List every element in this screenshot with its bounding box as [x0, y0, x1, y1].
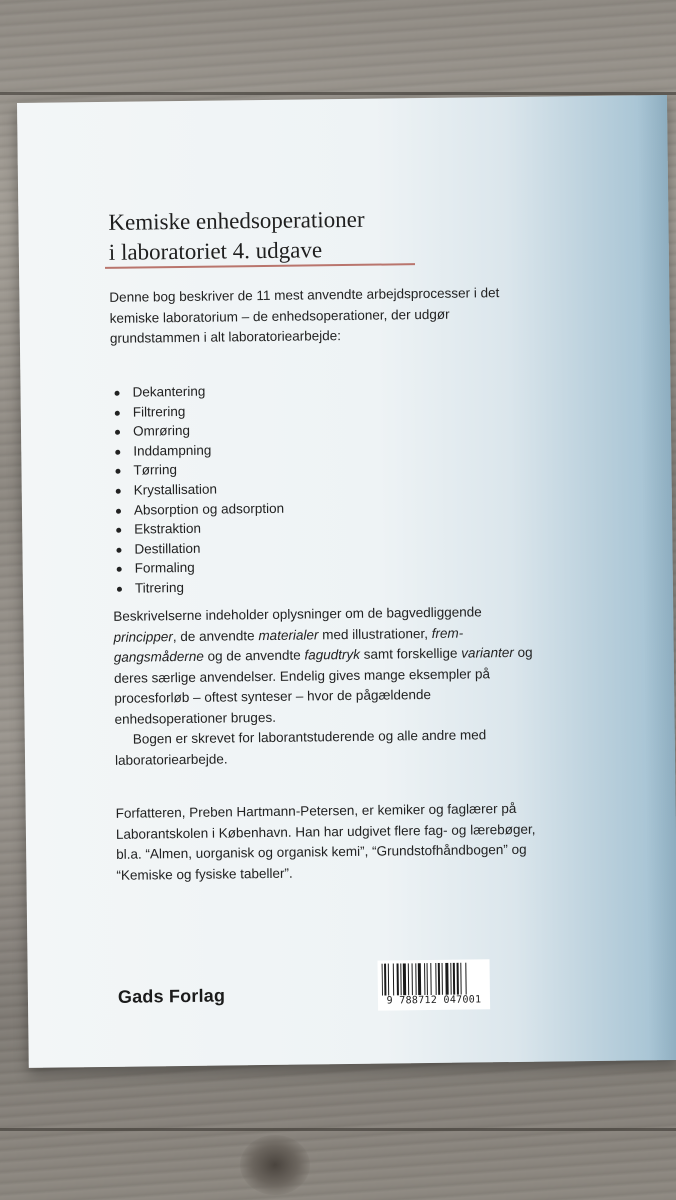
list-item: Titrering — [115, 577, 285, 599]
desc-text: Beskrivelserne indeholder oplysninger om de bagvedliggende — [113, 604, 482, 624]
barcode-bar — [415, 963, 416, 995]
desc-text: , de anvendte — [172, 627, 259, 644]
barcode-bar — [384, 964, 386, 996]
list-item: Absorption og adsorption — [114, 498, 284, 520]
barcode-bar — [382, 964, 383, 996]
barcode-bar — [445, 963, 448, 995]
publisher-logo: Gads Forlag — [117, 985, 226, 1007]
list-item: Omrøring — [113, 420, 283, 442]
desc-text: med illustrationer, — [318, 625, 432, 642]
isbn-barcode — [378, 959, 491, 1010]
list-item: Ekstraktion — [114, 518, 284, 540]
wood-knot — [240, 1135, 310, 1195]
barcode-bars — [382, 962, 486, 995]
audience-paragraph: Bogen er skrevet for laborantstuderende og alle andre med laboratoriearbejde. — [114, 727, 487, 768]
barcode-bar — [408, 963, 409, 995]
barcode-bar — [438, 963, 440, 995]
desc-emphasis: fremgangsmåderne — [113, 625, 464, 665]
desc-text: og deres særlige anvendelser. Endelig gives mange eksempler på procesforløb – oftest synteser – hvor de pågældende enhedsoperationer bruges. — [113, 644, 533, 727]
barcode-bar — [424, 963, 425, 995]
list-item: Filtrering — [113, 400, 283, 422]
desc-emphasis: principper — [113, 628, 173, 645]
barcode-bar — [393, 963, 394, 995]
book-title — [108, 205, 365, 268]
desc-emphasis: fagudtryk — [304, 646, 361, 663]
list-item: Krystallisation — [114, 479, 284, 501]
list-item: Destillation — [114, 538, 284, 560]
desc-text: og de anvendte — [203, 647, 305, 664]
list-item: Inddampning — [113, 440, 283, 462]
barcode-bar — [460, 963, 461, 995]
plank-seam — [0, 92, 676, 95]
barcode-bar — [427, 963, 428, 995]
barcode-bar — [397, 963, 399, 995]
barcode-bar — [465, 963, 466, 995]
barcode-bar — [412, 963, 413, 995]
list-item: Formaling — [115, 557, 285, 579]
author-paragraph: Forfatteren, Preben Hartmann-Petersen, er kemiker og faglærer på Laborantskolen i København. Han har udgivet flere fag- og lærebøger, bl.a. “Almen, uorganisk og organisk kemi”, “Grundstofhåndbogen” og “Kemiske og fysiske tabeller”. — [115, 800, 536, 883]
title-line-2: i laboratoriet 4. udgave — [108, 237, 323, 265]
title-line-1: Kemiske enhedsoperationer — [108, 206, 365, 235]
cover-edge-shading — [637, 95, 676, 1060]
barcode-bar — [450, 963, 451, 995]
operations-list — [112, 381, 285, 599]
desc-emphasis: materialer — [258, 626, 319, 643]
isbn-number: 9 788712 047001 — [386, 994, 482, 1007]
barcode-bar — [388, 964, 389, 996]
list-item: Tørring — [113, 459, 283, 481]
barcode-bar — [418, 963, 421, 995]
barcode-bar — [400, 963, 401, 995]
desc-emphasis: varianter — [461, 644, 514, 661]
barcode-bar — [430, 963, 431, 995]
intro-paragraph: Denne bog beskriver de 11 mest anvendte arbejdsprocesser i det kemiske laboratorium – de enhedsoperationer, der udgør grundstammen i alt laboratoriearbejde: — [109, 285, 500, 346]
book-back-cover — [17, 95, 676, 1068]
list-item: Dekantering — [112, 381, 282, 403]
desc-text: samt forskellige — [359, 645, 462, 662]
barcode-bar — [403, 963, 406, 995]
barcode-bar — [435, 963, 436, 995]
description-paragraph — [113, 602, 535, 771]
plank-seam — [0, 1128, 676, 1131]
barcode-bar — [442, 963, 443, 995]
barcode-bar — [453, 963, 455, 995]
barcode-bar — [457, 963, 459, 995]
